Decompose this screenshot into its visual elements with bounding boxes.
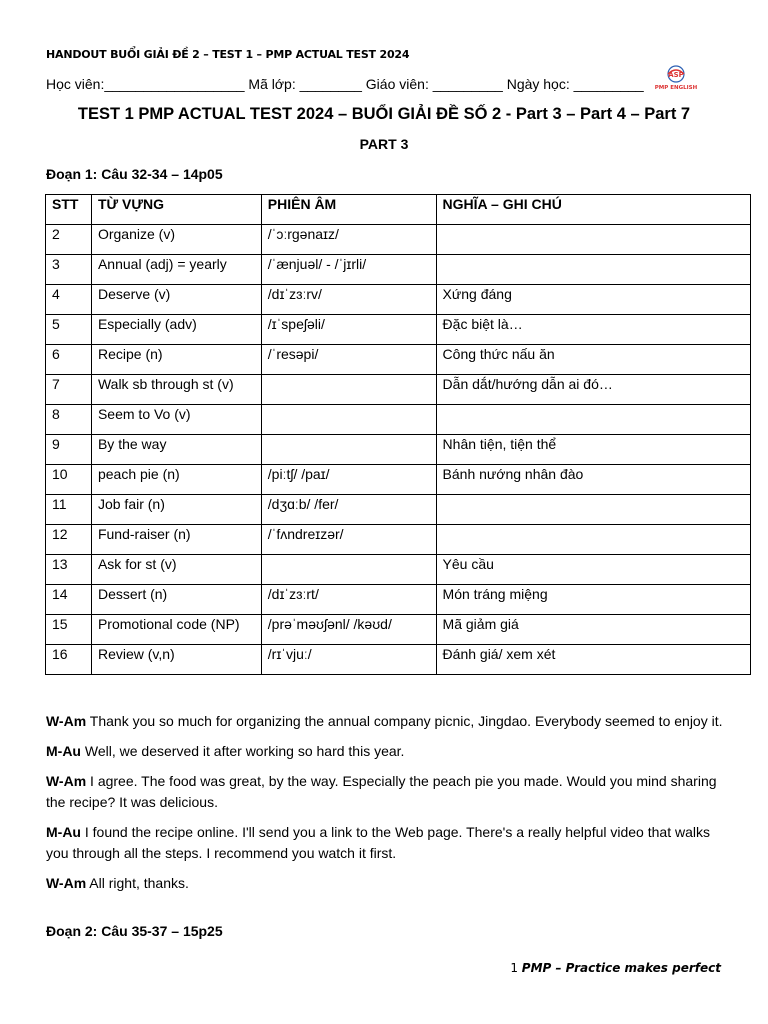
table-row	[46, 495, 751, 525]
cell-vocabulary: Job fair (n)	[91, 495, 261, 525]
dialogue-text: All right, thanks.	[89, 875, 189, 891]
cell-pronunciation: /ˈænjuəl/ - /ˈjɪrli/	[261, 255, 436, 285]
cell-vocabulary: By the way	[91, 435, 261, 465]
part-title: PART 3	[359, 136, 409, 152]
class-blank: ________	[299, 76, 362, 92]
cell-meaning	[436, 225, 750, 255]
cell-meaning	[436, 525, 750, 555]
table-row	[46, 525, 751, 555]
cell-vocabulary: Recipe (n)	[91, 345, 261, 375]
cell-stt: 3	[46, 255, 92, 285]
cell-stt: 14	[46, 585, 92, 615]
cell-vocabulary: Ask for st (v)	[91, 555, 261, 585]
teacher-blank: _________	[432, 76, 503, 92]
cell-meaning: Mã giảm giá	[436, 615, 750, 645]
header-stt: STT	[46, 195, 92, 225]
table-row	[46, 255, 751, 285]
page-number: 1	[510, 961, 518, 975]
cell-stt: 15	[46, 615, 92, 645]
handout-title: HANDOUT BUỔI GIẢI ĐỀ 2 – TEST 1 – PMP ACTUAL TEST 2024	[46, 48, 410, 61]
logo-mark: ASP	[668, 71, 684, 79]
pmp-english-logo	[654, 64, 698, 92]
dialogue-line	[46, 771, 726, 813]
vocabulary-table-body	[46, 225, 751, 675]
cell-meaning: Yêu cầu	[436, 555, 750, 585]
cell-pronunciation: /dɪˈzɜːrt/	[261, 585, 436, 615]
cell-pronunciation: /dʒɑːb/ /fer/	[261, 495, 436, 525]
table-row	[46, 375, 751, 405]
cell-meaning: Đặc biệt là…	[436, 315, 750, 345]
cell-stt: 7	[46, 375, 92, 405]
table-row	[46, 585, 751, 615]
cell-pronunciation: /ˈfʌndreɪzər/	[261, 525, 436, 555]
cell-stt: 6	[46, 345, 92, 375]
cell-meaning	[436, 495, 750, 525]
logo-text: PMP ENGLISH	[654, 85, 698, 91]
cell-vocabulary: Walk sb through st (v)	[91, 375, 261, 405]
cell-vocabulary: Especially (adv)	[91, 315, 261, 345]
dialogue-line	[46, 711, 726, 732]
cell-stt: 16	[46, 645, 92, 675]
page-footer	[510, 961, 721, 975]
dialogue-text: Well, we deserved it after working so hard this year.	[84, 743, 405, 759]
cell-pronunciation: /ɪˈspeʃəli/	[261, 315, 436, 345]
cell-meaning	[436, 255, 750, 285]
cell-meaning: Đánh giá/ xem xét	[436, 645, 750, 675]
dialogue-text: I agree. The food was great, by the way. Especially the peach pie you made. Would you mind sharing the recipe? It was delicious.	[46, 773, 717, 810]
dialogue-transcript	[46, 711, 726, 903]
cell-meaning: Bánh nướng nhân đào	[436, 465, 750, 495]
dialogue-text: I found the recipe online. I'll send you a link to the Web page. There's a really helpful video that walks you through all the steps. I recommend you watch it first.	[46, 824, 710, 861]
table-row	[46, 315, 751, 345]
cell-vocabulary: Annual (adj) = yearly	[91, 255, 261, 285]
speaker-label: M-Au	[46, 824, 81, 840]
dialogue-line	[46, 741, 726, 762]
cell-meaning: Dẫn dắt/hướng dẫn ai đó…	[436, 375, 750, 405]
cell-stt: 9	[46, 435, 92, 465]
section-2-heading: Đoạn 2: Câu 35-37 – 15p25	[46, 923, 223, 939]
cell-stt: 13	[46, 555, 92, 585]
cell-pronunciation: /dɪˈzɜːrv/	[261, 285, 436, 315]
cell-stt: 2	[46, 225, 92, 255]
vocabulary-table	[45, 194, 751, 675]
main-title: TEST 1 PMP ACTUAL TEST 2024 – BUỔI GIẢI ĐỀ SỐ 2 - Part 3 – Part 4 – Part 7	[77, 105, 691, 123]
footer-brand: PMP – Practice makes perfect	[521, 961, 721, 975]
cell-vocabulary: Deserve (v)	[91, 285, 261, 315]
header-pronunciation: PHIÊN ÂM	[261, 195, 436, 225]
table-row	[46, 435, 751, 465]
dialogue-line	[46, 873, 726, 894]
cell-meaning	[436, 405, 750, 435]
table-row	[46, 615, 751, 645]
cell-pronunciation	[261, 405, 436, 435]
cell-vocabulary: Promotional code (NP)	[91, 615, 261, 645]
cell-stt: 8	[46, 405, 92, 435]
cell-pronunciation: /ˈresəpi/	[261, 345, 436, 375]
cell-pronunciation: /rɪˈvjuː/	[261, 645, 436, 675]
table-row	[46, 645, 751, 675]
cell-stt: 10	[46, 465, 92, 495]
table-row	[46, 555, 751, 585]
cell-vocabulary: Organize (v)	[91, 225, 261, 255]
section-1-heading: Đoạn 1: Câu 32-34 – 14p05	[46, 166, 223, 182]
speaker-label: M-Au	[46, 743, 81, 759]
table-row	[46, 225, 751, 255]
dialogue-line	[46, 822, 726, 864]
cell-meaning: Công thức nấu ăn	[436, 345, 750, 375]
speaker-label: W-Am	[46, 773, 87, 789]
table-row	[46, 405, 751, 435]
class-label: Mã lớp:	[248, 76, 296, 92]
table-header-row	[46, 195, 751, 225]
cell-stt: 12	[46, 525, 92, 555]
date-label: Ngày học:	[506, 76, 570, 92]
dialogue-text: Thank you so much for organizing the annual company picnic, Jingdao. Everybody seemed to enjoy it.	[89, 713, 723, 729]
header-meaning: NGHĨA – GHI CHÚ	[436, 195, 750, 225]
cell-vocabulary: Dessert (n)	[91, 585, 261, 615]
teacher-label: Giáo viên:	[365, 76, 429, 92]
cell-pronunciation: /ˈɔːrɡənaɪz/	[261, 225, 436, 255]
cell-meaning: Nhân tiện, tiện thể	[436, 435, 750, 465]
header-vocabulary: TỪ VỰNG	[91, 195, 261, 225]
cell-stt: 11	[46, 495, 92, 525]
date-blank: _________	[573, 76, 644, 92]
cell-pronunciation: /piːtʃ/ /paɪ/	[261, 465, 436, 495]
cell-stt: 4	[46, 285, 92, 315]
table-row	[46, 285, 751, 315]
cell-vocabulary: Review (v,n)	[91, 645, 261, 675]
speaker-label: W-Am	[46, 875, 87, 891]
speaker-label: W-Am	[46, 713, 87, 729]
cell-pronunciation	[261, 375, 436, 405]
cell-pronunciation	[261, 555, 436, 585]
cell-vocabulary: Fund-raiser (n)	[91, 525, 261, 555]
cell-meaning: Món tráng miệng	[436, 585, 750, 615]
student-blank: __________________	[104, 76, 245, 92]
cell-vocabulary: Seem to Vo (v)	[91, 405, 261, 435]
cell-stt: 5	[46, 315, 92, 345]
cell-meaning: Xứng đáng	[436, 285, 750, 315]
student-label: Học viên:	[46, 76, 105, 92]
cell-vocabulary: peach pie (n)	[91, 465, 261, 495]
cell-pronunciation	[261, 435, 436, 465]
cell-pronunciation: /prəˈməʊʃənl/ /kəʊd/	[261, 615, 436, 645]
student-info-line	[46, 76, 644, 92]
table-row	[46, 465, 751, 495]
table-row	[46, 345, 751, 375]
